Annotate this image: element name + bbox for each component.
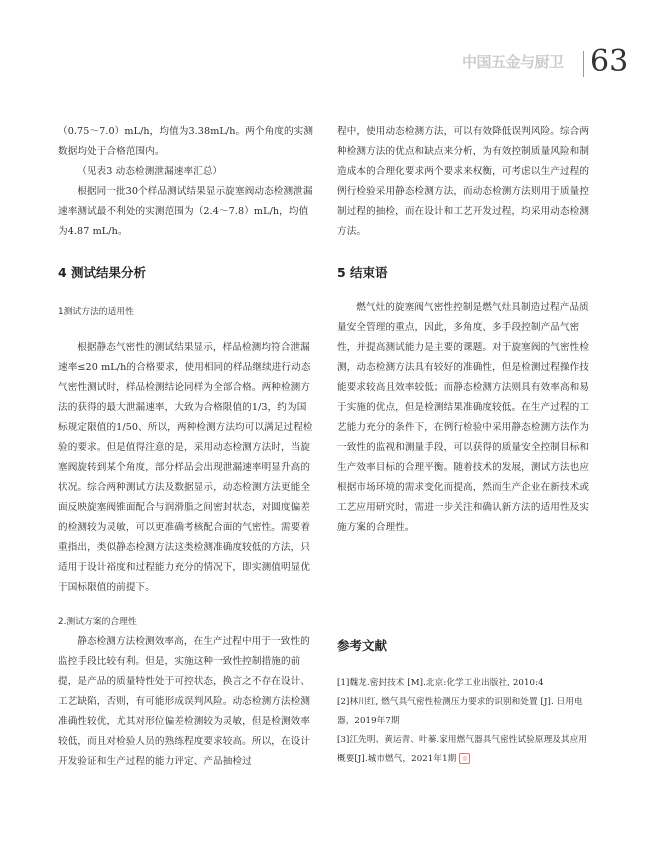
rationality-paragraph: 静态检测方法检测效率高，在生产过程中用于一致性的监控手段比较有利。但是，实施这种一致性控制措施的前提，是产品的质量特性处于可控状态，换言之不存在设计、工艺缺陷，否则，有可能形成误判风险。动态检测方法检测准确性较优，尤其对形位偏差检测较为灵敏，但是检测效率较低，而且对检验人员的熟练程度要求较高。所以，在设计开发验证和生产过程的能力评定、产品抽检过 [58,636,311,767]
header-divider [583,51,584,77]
reference-item: [1]魏龙.密封技术 [M].北京:化学工业出版社, 2010:4 [337,678,544,688]
reference-item [337,731,594,769]
references-list [337,674,594,769]
applicability-paragraph: 根据静态气密性的测试结果显示，样品检测均符合泄漏速率≤20 mL/h的合格要求，使用相同的样品继续进行动态气密性测试时，样品检测结论同样为全部合格。两种检测方法的获得的最大泄漏速率，大致为合格限值的1/3，约为国标规定限值的1/50、所以，两种检测方法均可以满足过程检验的要求。但是值得注意的是，采用动态检测方法时，当旋塞阀旋转到某个角度，部分样品会出现泄漏速率明显升高的状况。综合两种测试方法及数据显示，动态检测方法更能全面反映旋塞阀锥面配合与润滑脂之间密封状态，对圆度偏差的检测较为灵敏，可以更准确考核配合面的气密性。需要着重指出，类似静态检测方法这类检测准确度较低的方法，只适用于设计裕度和过程能力充分的情况下，即实测值明显优于国标限值的前提下。 [58,342,313,593]
section-5-heading: 5 结束语 [337,265,388,280]
subsection-1-body [58,338,315,598]
section-4-heading: 4 测试结果分析 [58,265,147,280]
subsection-2-body [58,632,315,772]
footnote-mark-icon: ◎ [459,753,470,764]
table-reference-note: （见表3 动态检测泄漏速率汇总） [77,166,223,177]
dynamic-result-paragraph: 根据同一批30个样品测试结果显示旋塞阀动态检测泄漏速率测试最不利处的实测范围为（2.4～7.8）mL/h，均值为4.87 mL/h。 [58,186,313,237]
header-logo: 中国五金与厨卫 [462,53,564,71]
subsection-1-heading: 1测试方法的适用性 [58,307,134,317]
subsection-2-heading: 2.测试方案的合理性 [58,617,137,627]
references-heading: 参考文献 [337,638,388,653]
reference-item: [2]林川红, 燃气具气密性检测压力要求的识别和处置 [J]. 日用电器，2019年7期 [337,697,583,726]
right-continuation-paragraph: 程中，使用动态检测方法，可以有效降低误判风险。综合两种检测方法的优点和缺点来分析，为有效控制质量风险和制造成本的合理化要求两个要求来权衡，可考虑以生产过程的例行检验采用静态检测方法，而动态检测方法则用于质量控制过程的抽检，而在设计和工艺开发过程，均采用动态检测方法。 [337,126,590,237]
page-number: 63 [590,44,629,79]
right-column [337,122,594,242]
left-continuation-paragraph: （0.75～7.0）mL/h，均值为3.38mL/h。两个角度的实测数据均处于合格范围内。 [58,126,314,157]
left-column [58,122,315,242]
conclusion-paragraph: 燃气灶的旋塞阀气密性控制是燃气灶具制造过程产品质量安全管理的重点，因此，多角度、多手段控制产品气密性，并提高测试能力是主要的课题。对于旋塞阀的气密性检测，动态检测方法具有较好的准确性，但是检测过程操作技能要求较高且效率较低；而静态检测方法则具有效率高和易于实施的优点，但是检测结果准确度较低。在生产过程的工艺能力充分的条件下，在例行检验中采用静态检测方法作为一致性的监视和测量手段，可以获得的质量安全控制目标和生产效率目标的合理平衡。随着技术的发展，测试方法也应根据市场环境的需求变化而提高，然而生产企业在新技术或工艺应用研究时，需进一步关注和确认新方法的适用性及实施方案的合理性。 [337,302,590,533]
reference-item-text: [3]江先明、黄运青、叶蓁.家用燃气器具气密性试验原理及其应用概要[J].城市燃气，2021年1期 [337,735,588,764]
conclusion-body [337,298,594,538]
